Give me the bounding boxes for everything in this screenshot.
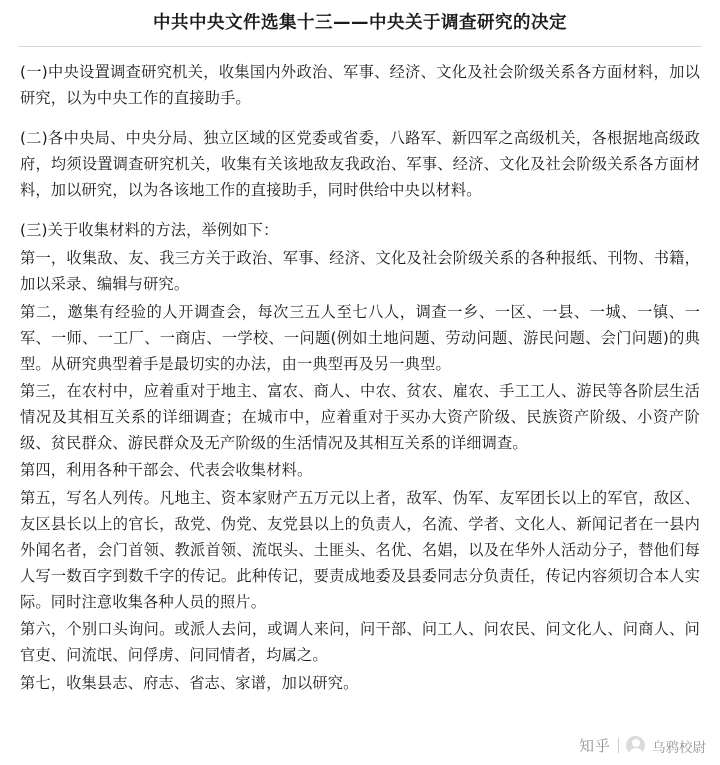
paragraph: 第五，写名人列传。凡地主、资本家财产五万元以上者，敌军、伪军、友军团长以上的军官，敌区、友区县长以上的官长，敌党、伪党、友党县以上的负责人，名流、学者、文化人、新闻记者在一县内外闻名者，会门首领、教派首领、流氓头、土匪头、名优、名娼，以及在华外人活动分子，替他们每人写一数百字到数千字的传记。此种传记，要责成地委及县委同志分负责任，传记内容须切合本人实际。同时注意收集各种人员的照片。: [20, 488, 700, 612]
document-body: [0, 47, 720, 696]
watermark: [579, 735, 706, 756]
watermark-username: 乌鸦校尉: [652, 739, 706, 756]
avatar: [626, 736, 645, 755]
paragraph: 第六，个别口头询问。或派人去问，或调人来问，问干部、问工人、问农民、问文化人、问商人、问官吏、问流氓、问俘虏、问同情者，均属之。: [20, 620, 700, 665]
paragraph: (一)中央设置调查研究机关，收集国内外政治、军事、经济、文化及社会阶级关系各方面材料，加以研究，以为中央工作的直接助手。: [20, 62, 700, 107]
paragraph: (二)各中央局、中央分局、独立区域的区党委或省委，八路军、新四军之高级机关，各根据地高级政府，均须设置调查研究机关，收集有关该地敌友我政治、军事、经济、文化及社会阶级关系各方面材料，加以研究，以为各该地工作的直接助手，同时供给中央以材料。: [20, 128, 700, 200]
paragraph: (三)关于收集材料的方法，举例如下：: [20, 221, 279, 240]
paragraph: 第一，收集敌、友、我三方关于政治、军事、经济、文化及社会阶级关系的各种报纸、刊物、书籍，加以采录、编辑与研究。: [20, 249, 700, 294]
zhihu-logo: 知乎: [578, 737, 611, 755]
paragraph: 第二，邀集有经验的人开调查会，每次三五人至七八人，调查一乡、一区、一县、一城、一镇、一军、一师、一工厂、一商店、一学校、一问题(例如土地问题、劳动问题、游民问题、会门问题)的典型。从研究典型着手是最切实的办法，由一典型再及另一典型。: [20, 302, 700, 373]
watermark-divider: [618, 738, 619, 753]
paragraph: 第七，收集县志、府志、省志、家谱，加以研究。: [20, 673, 359, 692]
paragraph: 第三，在农村中，应着重对于地主、富农、商人、中农、贫农、雇农、手工工人、游民等各阶层生活情况及其相互关系的详细调查；在城市中，应着重对于买办大资产阶级、民族资产阶级、小资产阶级、贫民群众、游民群众及无产阶级的生活情况及其相互关系的详细调查。: [20, 382, 700, 453]
paragraph: 第四，利用各种干部会、代表会收集材料。: [20, 461, 313, 480]
page-title: 中共中央文件选集十三——中央关于调查研究的决定: [153, 13, 567, 33]
